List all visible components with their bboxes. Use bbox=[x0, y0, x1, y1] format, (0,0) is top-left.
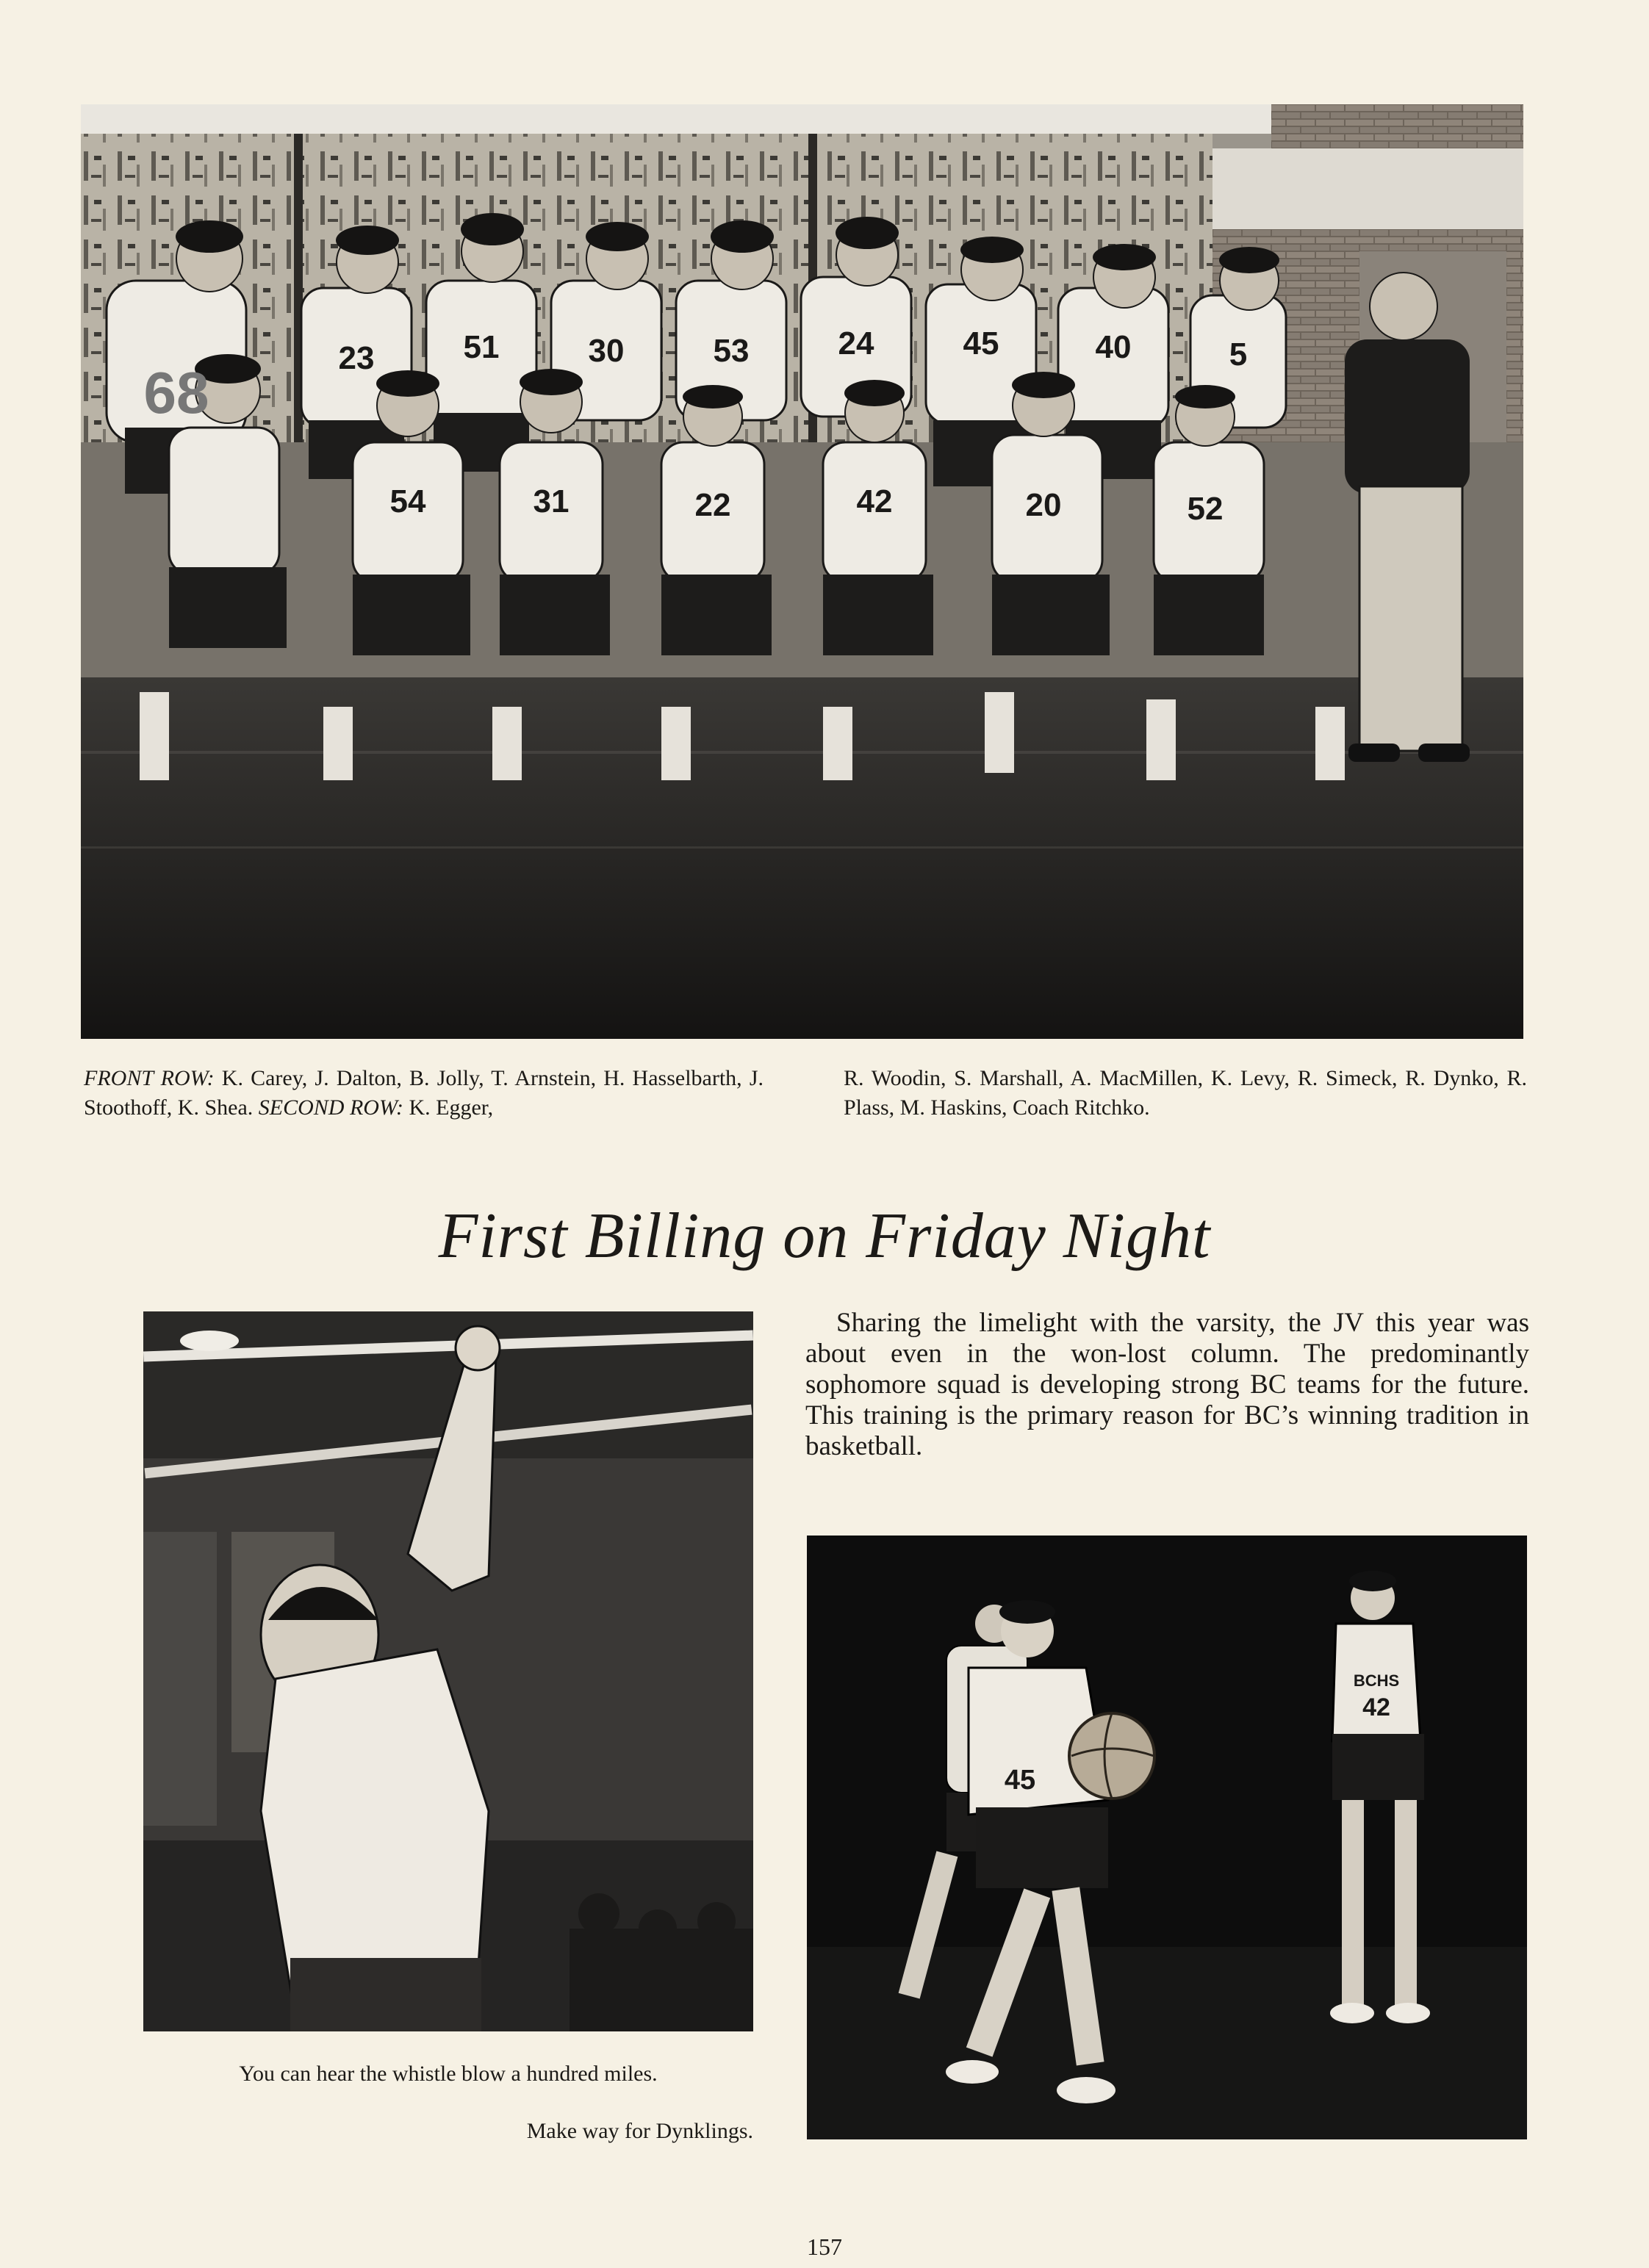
front-row-names: K. Carey, J. Dalton, B. Jolly, T. Arnstein, H. Hasselbarth, J. Stoothoff, K. Shea. bbox=[84, 1066, 764, 1120]
second-row-names-cont: R. Woodin, S. Marshall, A. MacMillen, K. Levy, R. Simeck, R. Dynko, R. Plass, M. Haskins, Coach Ritchko. bbox=[844, 1066, 1527, 1120]
action-caption: Make way for Dynklings. bbox=[526, 2119, 753, 2143]
jersey-30: 30 bbox=[588, 333, 625, 369]
body-text: Sharing the limelight with the varsity, the JV this year was about even in the won-lost column. The predominantly sophomore squad is developing strong BC teams for the future. This training is the primary reason for BC’s winning tradition in basketball. bbox=[805, 1308, 1529, 1461]
team-caption-left bbox=[84, 1064, 764, 1123]
jersey-24: 24 bbox=[838, 325, 874, 361]
jersey-31: 31 bbox=[533, 483, 570, 519]
front-row-label: FRONT ROW: bbox=[84, 1066, 215, 1090]
jersey-22: 22 bbox=[694, 487, 731, 523]
jersey-51: 51 bbox=[463, 329, 500, 365]
action-jersey-42: 42 bbox=[1362, 1693, 1390, 1721]
whistle-photo bbox=[143, 1311, 753, 2031]
team-photo bbox=[81, 104, 1523, 1039]
action-photo bbox=[807, 1536, 1527, 2139]
whistle-caption: You can hear the whistle blow a hundred miles. bbox=[239, 2062, 658, 2086]
jersey-20: 20 bbox=[1025, 487, 1062, 523]
action-jersey-letters: BCHS bbox=[1353, 1671, 1400, 1690]
second-row-label: SECOND ROW: bbox=[258, 1095, 403, 1120]
jersey-53: 53 bbox=[713, 333, 750, 369]
jersey-52: 52 bbox=[1187, 491, 1224, 527]
jersey-45: 45 bbox=[963, 325, 999, 361]
jersey-40: 40 bbox=[1095, 329, 1132, 365]
jersey-23: 23 bbox=[338, 340, 375, 376]
jersey-68: 68 bbox=[143, 360, 209, 425]
jersey-5: 5 bbox=[1229, 336, 1248, 372]
jersey-54: 54 bbox=[389, 483, 426, 519]
page-number: 157 bbox=[807, 2233, 842, 2260]
team-caption-right bbox=[844, 1064, 1527, 1123]
action-jersey-45: 45 bbox=[1004, 1765, 1036, 1796]
second-row-names-start: K. Egger, bbox=[409, 1095, 494, 1120]
jersey-42: 42 bbox=[856, 483, 893, 519]
headline: First Billing on Friday Night bbox=[438, 1200, 1211, 1272]
